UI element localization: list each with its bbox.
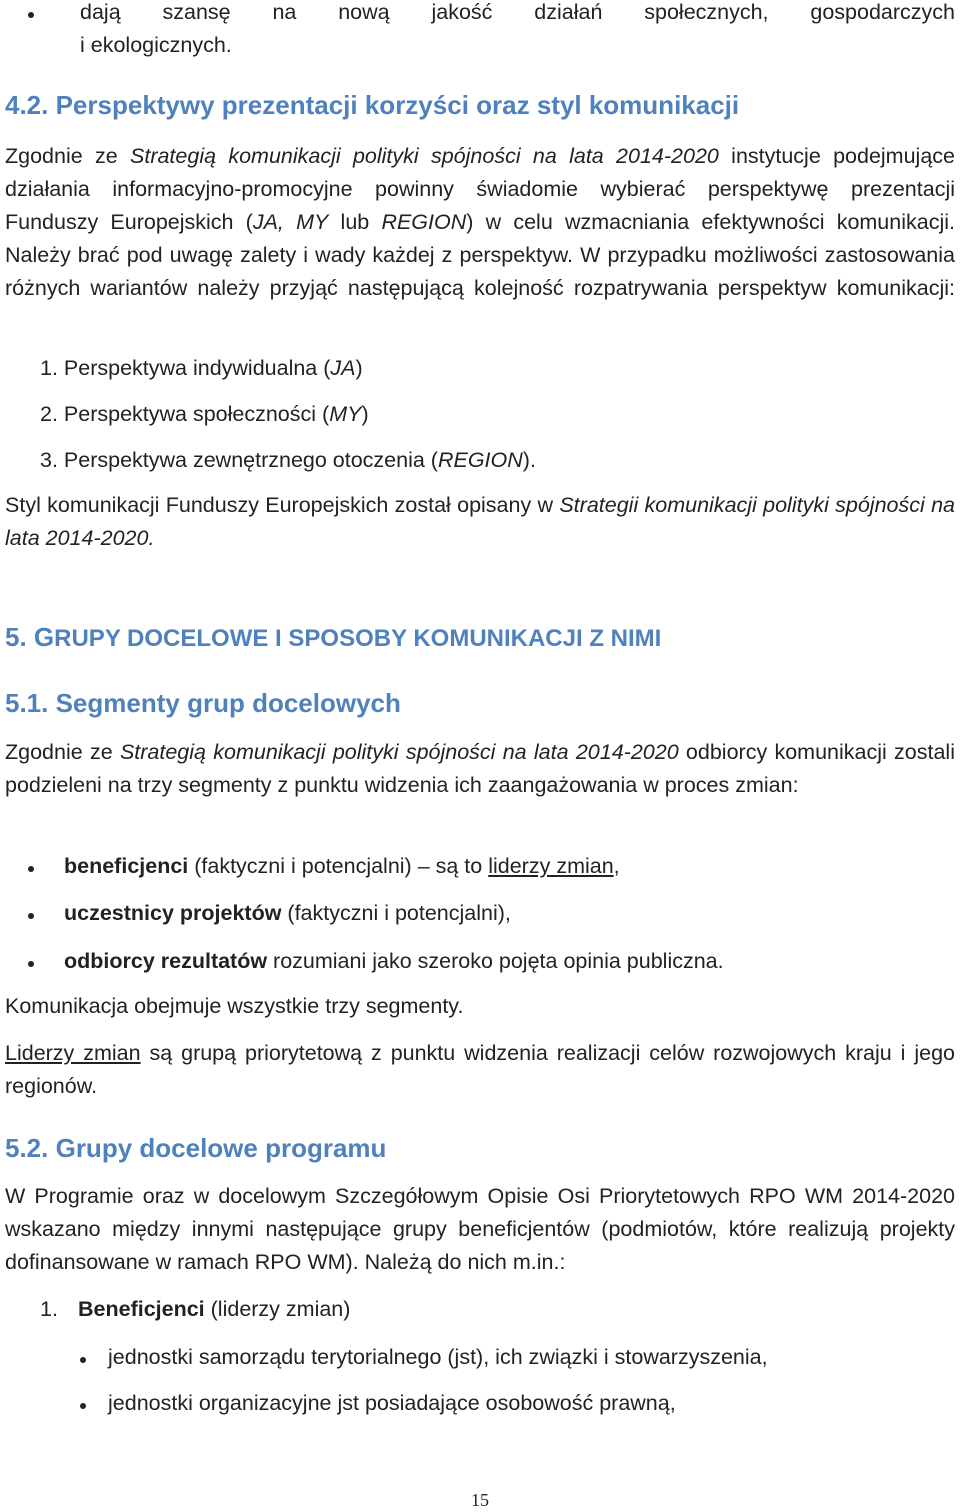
- list-item: [40, 352, 363, 385]
- list-item: [40, 444, 536, 477]
- section-heading-4-2: 4.2. Perspektywy prezentacji korzyści oraz styl komunikacji: [5, 90, 740, 120]
- bullet-line: dają szansę na nową jakość działań społecznych, gospodarczych: [80, 0, 955, 24]
- bullet-line: i ekologicznych.: [80, 33, 232, 57]
- paragraph: [5, 1037, 955, 1103]
- text: Styl komunikacji Funduszy Europejskich został opisany w: [5, 493, 560, 517]
- text-underline: liderzy zmian: [488, 854, 614, 878]
- text: ): [355, 356, 363, 380]
- text: instytucje podejmujące działania informacyjno-promocyjne powinny świadomie wybierać perspektywę prezentacji Funduszy Europejskich (: [5, 144, 955, 234]
- text-italic: MY: [329, 402, 362, 426]
- text: (faktyczni i potencjalni) – są to: [188, 854, 489, 878]
- section-heading-5-1: 5.1. Segmenty grup docelowych: [5, 688, 401, 718]
- text: odbiorcy komunikacji zostali podzieleni na trzy segmenty z punktu widzenia ich zaangażowania w proces zmian:: [5, 740, 955, 797]
- text-bold: odbiorcy rezultatów: [64, 949, 268, 973]
- paragraph: W Programie oraz w docelowym Szczegółowym Opisie Osi Priorytetowych RPO WM 2014-2020 wskazano między innymi następujące grupy beneficjentów (podmiotów, które realizują projekty dofinansowane w ramach RPO WM). Należą do nich m.in.:: [5, 1184, 955, 1274]
- text-italic: REGION: [437, 448, 523, 472]
- text-bold: Beneficjenci: [78, 1297, 205, 1321]
- text-italic: Strategią komunikacji polityki spójności na lata 2014-2020: [119, 740, 679, 764]
- text-italic: REGION: [381, 210, 467, 234]
- text: Zgodnie ze: [5, 144, 130, 168]
- list-item: [40, 398, 369, 431]
- bullet-icon: [80, 1403, 86, 1409]
- paragraph: [5, 736, 955, 802]
- bullet-icon: [28, 866, 34, 872]
- bullet-icon: [80, 1357, 86, 1363]
- heading-part: 5. G: [5, 622, 55, 652]
- chapter-heading-5: [5, 620, 661, 656]
- bullet-icon: [28, 12, 34, 18]
- paragraph: [5, 140, 955, 338]
- list-item: jednostki samorządu terytorialnego (jst), ich związki i stowarzyszenia,: [108, 1345, 768, 1369]
- text: lub: [328, 210, 382, 234]
- text: (faktyczni i potencjalni),: [281, 901, 511, 925]
- text-italic: JA, MY: [252, 210, 329, 234]
- section-heading-5-2: 5.2. Grupy docelowe programu: [5, 1133, 387, 1163]
- paragraph: Komunikacja obejmuje wszystkie trzy segmenty.: [5, 994, 464, 1018]
- text: Zgodnie ze: [5, 740, 120, 764]
- text-bold: beneficjenci: [64, 854, 189, 878]
- text-italic: JA: [330, 356, 356, 380]
- text: (liderzy zmian): [204, 1297, 351, 1321]
- list-item: [64, 897, 511, 930]
- list-number: 1.: [40, 1297, 58, 1321]
- list-item: [40, 1293, 350, 1326]
- list-item: jednostki organizacyjne jst posiadające osobowość prawną,: [108, 1391, 676, 1415]
- text: 3. Perspektywa zewnętrznego otoczenia (: [40, 448, 438, 472]
- text: rozumiani jako szeroko pojęta opinia publiczna.: [267, 949, 724, 973]
- text: 2. Perspektywa społeczności (: [40, 402, 330, 426]
- text-italic: Strategii komunikacji polityki spójności na lata 2014-2020.: [5, 493, 955, 550]
- text-italic: Strategią komunikacji polityki spójności na lata 2014-2020: [130, 144, 719, 168]
- text: ).: [522, 448, 536, 472]
- text-underline: Liderzy zmian: [5, 1041, 141, 1065]
- list-item: [64, 850, 620, 883]
- text: ,: [613, 854, 620, 878]
- text: ): [361, 402, 369, 426]
- paragraph: [5, 489, 955, 555]
- list-item: [64, 945, 724, 978]
- text: są grupą priorytetową z punktu widzenia realizacji celów rozwojowych kraju i jego regionów.: [5, 1041, 955, 1098]
- bullet-text: [80, 0, 955, 62]
- text: ) w celu wzmacniania efektywności komunikacji. Należy brać pod uwagę zalety i wady każdej z perspektyw. W przypadku możliwości zastosowania różnych wariantów należy przyjąć następującą kolejność rozpatrywania perspektyw komunikacji:: [5, 210, 955, 300]
- page-number: 15: [471, 1490, 489, 1510]
- bullet-icon: [28, 961, 34, 967]
- text-bold: uczestnicy projektów: [64, 901, 282, 925]
- bullet-icon: [28, 913, 34, 919]
- text: 1. Perspektywa indywidualna (: [40, 356, 331, 380]
- heading-part: RUPY DOCELOWE I SPOSOBY KOMUNIKACJI Z NIMI: [54, 625, 662, 652]
